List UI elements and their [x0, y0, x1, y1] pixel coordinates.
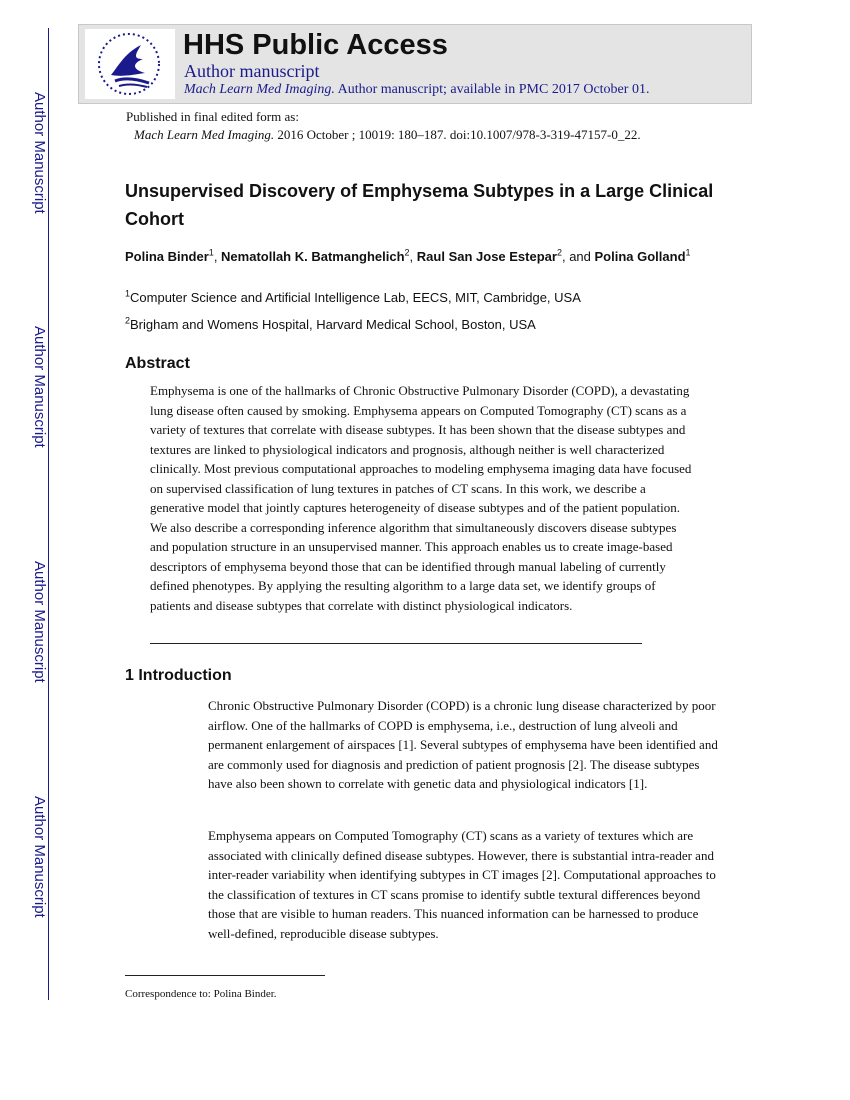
hhs-banner — [78, 24, 752, 104]
side-label-author-manuscript: Author Manuscript — [31, 92, 48, 214]
author-name: Polina Binder — [125, 249, 209, 264]
author-name: Nematollah K. Batmanghelich — [221, 249, 405, 264]
introduction-heading: 1 Introduction — [125, 667, 232, 684]
affiliation-mark: 1 — [125, 288, 131, 299]
published-label: Published in final edited form as: — [126, 109, 299, 124]
abstract-divider — [150, 643, 642, 644]
correspondence-footnote: Correspondence to: Polina Binder. — [125, 988, 277, 1000]
banner-journal-line — [184, 82, 649, 98]
author-separator: , — [213, 249, 222, 264]
affiliation — [125, 290, 581, 305]
author-name: Raul San Jose Estepar — [416, 249, 557, 264]
author-affiliation-mark: 1 — [208, 247, 214, 258]
paper-title: Unsupervised Discovery of Emphysema Subtypes in a Large Clinical Cohort — [125, 181, 714, 229]
hhs-eagle-logo-icon — [85, 29, 175, 99]
side-label-author-manuscript: Author Manuscript — [31, 796, 48, 918]
abstract-body: Emphysema is one of the hallmarks of Chronic Obstructive Pulmonary Disorder (COPD), a devastating lung disease often caused by smoking. Emphysema appears on Computed Tomography (CT) scans as a variety of textures that correlate with disease subtypes. It has been shown that the disease subtypes and textures are linked to physiological indicators and prognosis, although neither is well characterized clinically. Most previous computational approaches to modeling emphysema imaging data have focused on supervised classification of lung textures in patches of CT scans. In this work, we describe a generative model that jointly captures heterogeneity of disease subtypes and of the patient population. We also describe a corresponding inference algorithm that simultaneously discovers disease subtypes and population structure in an unsupervised manner. This approach enables us to create image-based descriptors of emphysema beyond those that can be identified through manual labeling of currently defined phenotypes. By applying the resulting algorithm to a large data set, we identify groups of patients and disease subtypes that correlate with distinct physiological indicators. — [150, 383, 692, 613]
banner-subtitle: Author manuscript — [184, 61, 320, 81]
author-affiliation-mark: 1 — [685, 247, 691, 258]
banner-availability: Author manuscript; available in PMC 2017 October 01. — [334, 82, 650, 97]
citation-journal: Mach Learn Med Imaging. — [134, 127, 275, 142]
side-label-author-manuscript: Author Manuscript — [31, 561, 48, 683]
author-list — [125, 246, 715, 267]
author-separator: , and — [561, 249, 595, 264]
affiliation-text: Computer Science and Artificial Intelligence Lab, EECS, MIT, Cambridge, USA — [130, 290, 581, 305]
affiliation-text: Brigham and Womens Hospital, Harvard Medical School, Boston, USA — [130, 317, 536, 332]
citation — [134, 127, 641, 143]
author-affiliation-mark: 2 — [556, 247, 562, 258]
banner-journal-name: Mach Learn Med Imaging. — [184, 82, 335, 97]
affiliation-mark: 2 — [125, 315, 131, 326]
author-separator: , — [409, 249, 417, 264]
abstract-heading: Abstract — [125, 355, 190, 372]
author-affiliation-mark: 2 — [404, 247, 410, 258]
footnote-divider — [125, 975, 325, 976]
introduction-paragraph: Chronic Obstructive Pulmonary Disorder (COPD) is a chronic lung disease characterized by poor airflow. One of the hallmarks of COPD is emphysema, i.e., destruction of lung alveoli and permanent enlargement of airspaces [1]. Several subtypes of emphysema have been identified and are commonly used for diagnosis and prediction of patient prognosis [2]. The disease subtypes have also been shown to correlate with genetic data and physiological indicators [1]. — [208, 698, 718, 792]
introduction-paragraph: Emphysema appears on Computed Tomography (CT) scans as a variety of textures which are associated with clinically defined disease subtypes. However, there is substantial intra-reader and inter-reader variability when identifying subtypes in CT images [2]. Computational approaches to the classification of textures in CT scans promise to identify subtle textural differences beyond those that are visible to human readers. This nuanced information can be harnessed to produce well-defined, reproducible disease subtypes. — [208, 828, 716, 941]
author-name: Polina Golland — [594, 249, 686, 264]
citation-details: 2016 October ; 10019: 180–187. doi:10.1007/978-3-319-47157-0_22. — [274, 127, 641, 142]
margin-rule — [48, 28, 49, 1000]
banner-title: HHS Public Access — [183, 29, 448, 61]
affiliation — [125, 317, 536, 332]
side-label-author-manuscript: Author Manuscript — [31, 326, 48, 448]
